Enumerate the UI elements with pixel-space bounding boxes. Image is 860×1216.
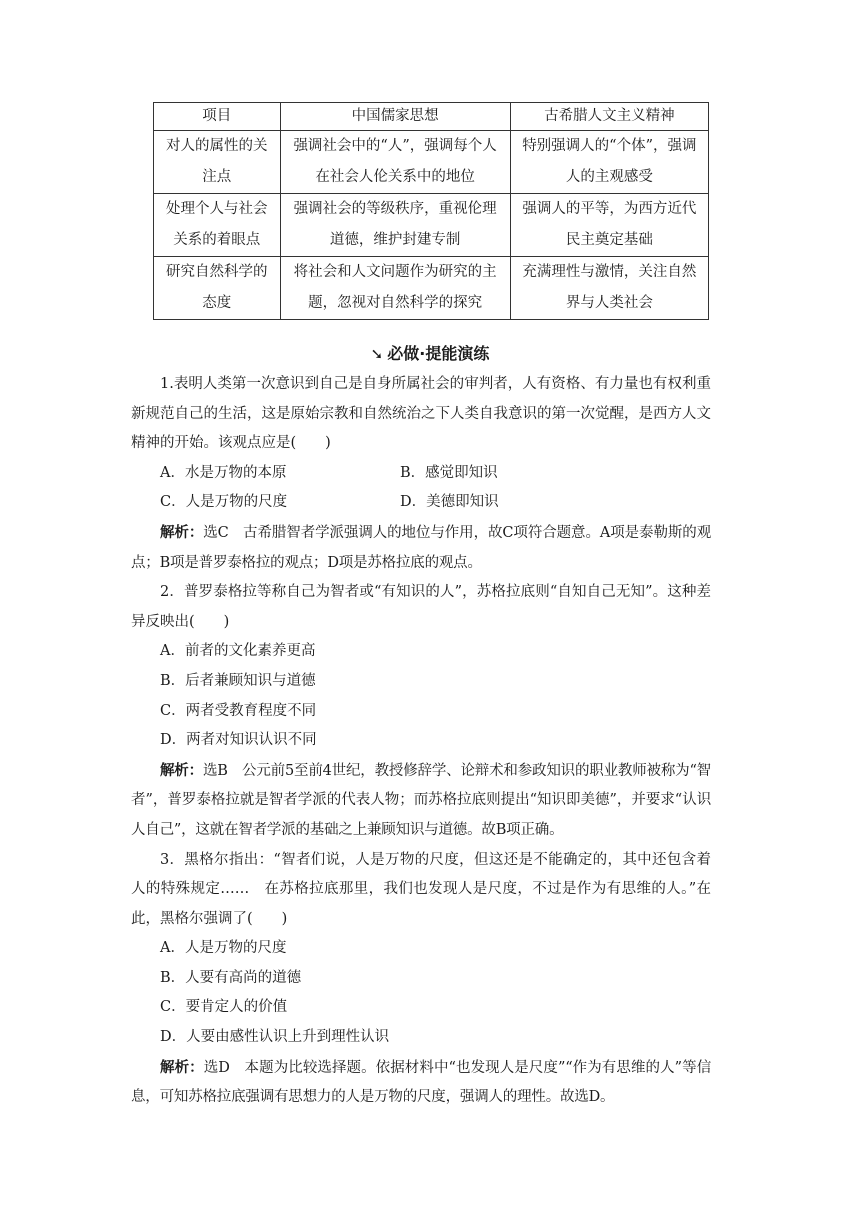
comparison-table (153, 102, 709, 320)
table-row (154, 257, 709, 320)
option-c: C．人是万物的尺度 (160, 494, 288, 511)
question-2-analysis (131, 756, 711, 846)
option-c: C．要肯定人的价值 (160, 999, 288, 1016)
table-header-cell: 项目 (154, 103, 281, 131)
question-1-stem: 1.表明人类第一次意识到自己是自身所属社会的审判者，人有资格、有力量也有权利重新规范自己的生活，这是原始宗教和自然统治之下人类自我意识的第一次觉醒，是西方人文精神的开始。该观点应是( ) (131, 376, 711, 452)
question-1-analysis (131, 518, 711, 578)
option-d: D．两者对知识认识不同 (160, 732, 317, 749)
table-cell: 强调社会的等级秩序，重视伦理道德，维护封建专制 (280, 194, 510, 257)
option-b: B．感觉即知识 (400, 464, 498, 481)
question-3-stem: 3．黑格尔指出：“智者们说，人是万物的尺度，但这还是不能确定的，其中还包含着人的特殊规定…… 在苏格拉底那里，我们也发现人是尺度，不过是作为有思维的人。”在此，黑格尔强调了( ) (131, 851, 711, 927)
analysis-label: 解析： (160, 523, 204, 541)
table-cell: 特别强调人的“个体”，强调人的主观感受 (510, 131, 708, 194)
option-c: C．两者受教育程度不同 (160, 702, 317, 719)
arrow-icon: ➘ (370, 345, 384, 363)
table-cell: 处理个人与社会关系的着眼点 (154, 194, 281, 257)
section-heading (0, 341, 860, 364)
option-b: B．后者兼顾知识与道德 (160, 672, 316, 689)
question-1-options-row (131, 488, 711, 518)
table-row (154, 131, 709, 194)
option-d: D．美德即知识 (400, 494, 499, 511)
option-a: A．水是万物的本原 (160, 464, 287, 481)
table-cell: 充满理性与激情，关注自然界与人类社会 (510, 257, 708, 320)
analysis-label: 解析： (160, 1058, 204, 1076)
analysis-text: 选C 古希腊智者学派强调人的地位与作用，故C项符合题意。A项是泰勒斯的观点；B项是普罗泰格拉的观点；D项是苏格拉底的观点。 (131, 524, 711, 571)
question-1-options-row (131, 459, 711, 489)
table-cell: 将社会和人文问题作为研究的主题，忽视对自然科学的探究 (280, 257, 510, 320)
table-header-row (154, 103, 709, 131)
table-header-cell: 古希腊人文主义精神 (510, 103, 708, 131)
table-header-cell: 中国儒家思想 (280, 103, 510, 131)
question-3-analysis (131, 1053, 711, 1113)
comparison-table-wrapper (153, 102, 709, 320)
option-a: A．人是万物的尺度 (160, 940, 287, 957)
question-2-stem: 2．普罗泰格拉等称自己为智者或“有知识的人”，苏格拉底则“自知自己无知”。这种差异反映出( ) (131, 584, 711, 630)
table-cell: 强调人的平等，为西方近代民主奠定基础 (510, 194, 708, 257)
analysis-label: 解析： (160, 761, 203, 779)
exercise-content (131, 370, 711, 1113)
table-cell: 对人的属性的关注点 (154, 131, 281, 194)
table-row (154, 194, 709, 257)
analysis-text: 选B 公元前5至前4世纪，教授修辞学、论辩术和参政知识的职业教师被称为“智者”，普罗泰格拉就是智者学派的代表人物；而苏格拉底则提出“知识即美德”，并要求“认识人自己”，这就在智者学派的基础之上兼顾知识与道德。故B项正确。 (131, 762, 711, 838)
option-a: A．前者的文化素养更高 (160, 643, 316, 660)
option-d: D．人要由感性认识上升到理性认识 (160, 1029, 390, 1046)
table-cell: 研究自然科学的态度 (154, 257, 281, 320)
analysis-text: 选D 本题为比较选择题。依据材料中“也发现人是尺度”“作为有思维的人”等信息，可知苏格拉底强调有思想力的人是万物的尺度，强调人的理性。故选D。 (131, 1059, 712, 1106)
option-b: B．人要有高尚的道德 (160, 969, 302, 986)
section-title-text: 必做·提能演练 (387, 344, 490, 363)
table-cell: 强调社会中的“人”，强调每个人在社会人伦关系中的地位 (280, 131, 510, 194)
